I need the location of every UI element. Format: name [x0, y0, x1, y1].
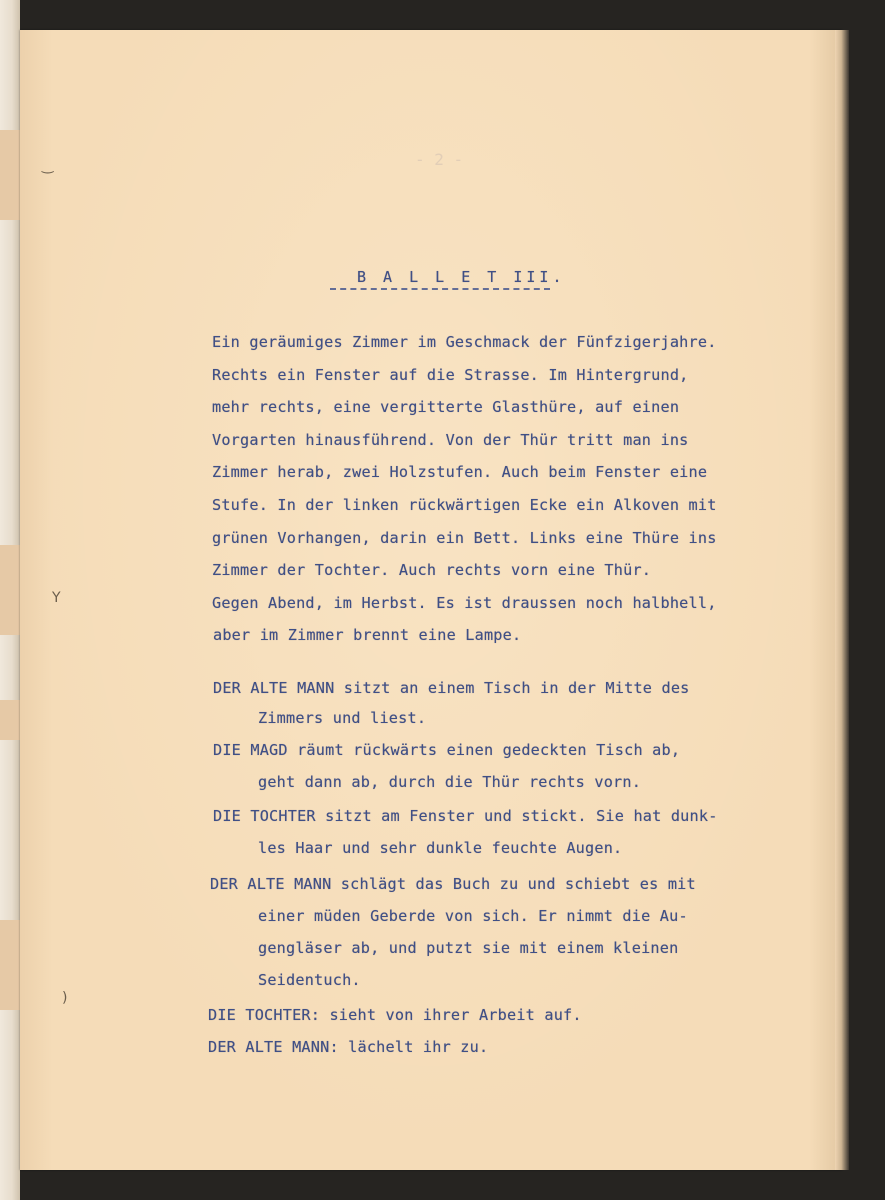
stage-direction-line: DER ALTE MANN: lächelt ihr zu.: [208, 1038, 489, 1056]
previous-page-edge: [0, 0, 20, 1200]
paragraph-line: Stufe. In der linken rückwärtigen Ecke ein Alkoven mit: [212, 496, 717, 514]
paragraph-line: Ein geräumiges Zimmer im Geschmack der Fünfzigerjahre.: [212, 333, 717, 351]
paragraph-line: Zimmer herab, zwei Holzstufen. Auch beim Fenster eine: [212, 463, 708, 482]
paragraph-line: Vorgarten hinausführend. Von der Thür tritt man ins: [212, 430, 689, 449]
show-through-page-number: - 2 -: [415, 150, 464, 169]
page-edge-stain: [0, 130, 20, 220]
paragraph-line: Rechts ein Fenster auf die Strasse. Im Hintergrund,: [212, 365, 689, 384]
paragraph-line: Zimmer der Tochter. Auch rechts vorn eine Thür.: [212, 561, 652, 580]
stage-direction-continuation: Zimmers und liest.: [258, 709, 427, 727]
margin-mark: Y: [52, 590, 61, 606]
title-underline: [330, 288, 550, 290]
document-title: B A L L E T III.: [357, 268, 566, 286]
stage-direction-line: DIE MAGD räumt rückwärts einen gedeckten Tisch ab,: [213, 741, 681, 759]
paragraph-line: grünen Vorhangen, darin ein Bett. Links eine Thüre ins: [212, 528, 717, 547]
paragraph-line: Gegen Abend, im Herbst. Es ist draussen noch halbhell,: [212, 593, 717, 612]
page-edge-stain: [0, 700, 20, 740]
margin-mark: ‿: [42, 158, 54, 174]
stage-direction-line: DIE TOCHTER: sieht von ihrer Arbeit auf.: [208, 1006, 582, 1024]
binding-edge: [835, 30, 849, 1170]
stage-direction-continuation: les Haar und sehr dunkle feuchte Augen.: [258, 839, 623, 857]
stage-direction-continuation: gengläser ab, und putzt sie mit einem kleinen: [258, 939, 679, 957]
stage-direction-line: DER ALTE MANN sitzt an einem Tisch in der Mitte des: [213, 679, 690, 697]
paragraph-line: mehr rechts, eine vergitterte Glasthüre, auf einen: [212, 398, 680, 417]
stage-direction-continuation: einer müden Geberde von sich. Er nimmt die Au-: [258, 907, 688, 925]
page-edge-stain: [0, 545, 20, 635]
stage-direction-line: DIE TOCHTER sitzt am Fenster und stickt. Sie hat dunk-: [213, 807, 718, 825]
page-edge-stain: [0, 920, 20, 1010]
stage-direction-line: DER ALTE MANN schlägt das Buch zu und schiebt es mit: [210, 875, 696, 893]
margin-mark: ): [62, 990, 68, 1006]
stage-direction-continuation: Seidentuch.: [258, 971, 361, 989]
stage-direction-continuation: geht dann ab, durch die Thür rechts vorn.: [258, 773, 642, 791]
paragraph-line: aber im Zimmer brennt eine Lampe.: [213, 626, 522, 645]
